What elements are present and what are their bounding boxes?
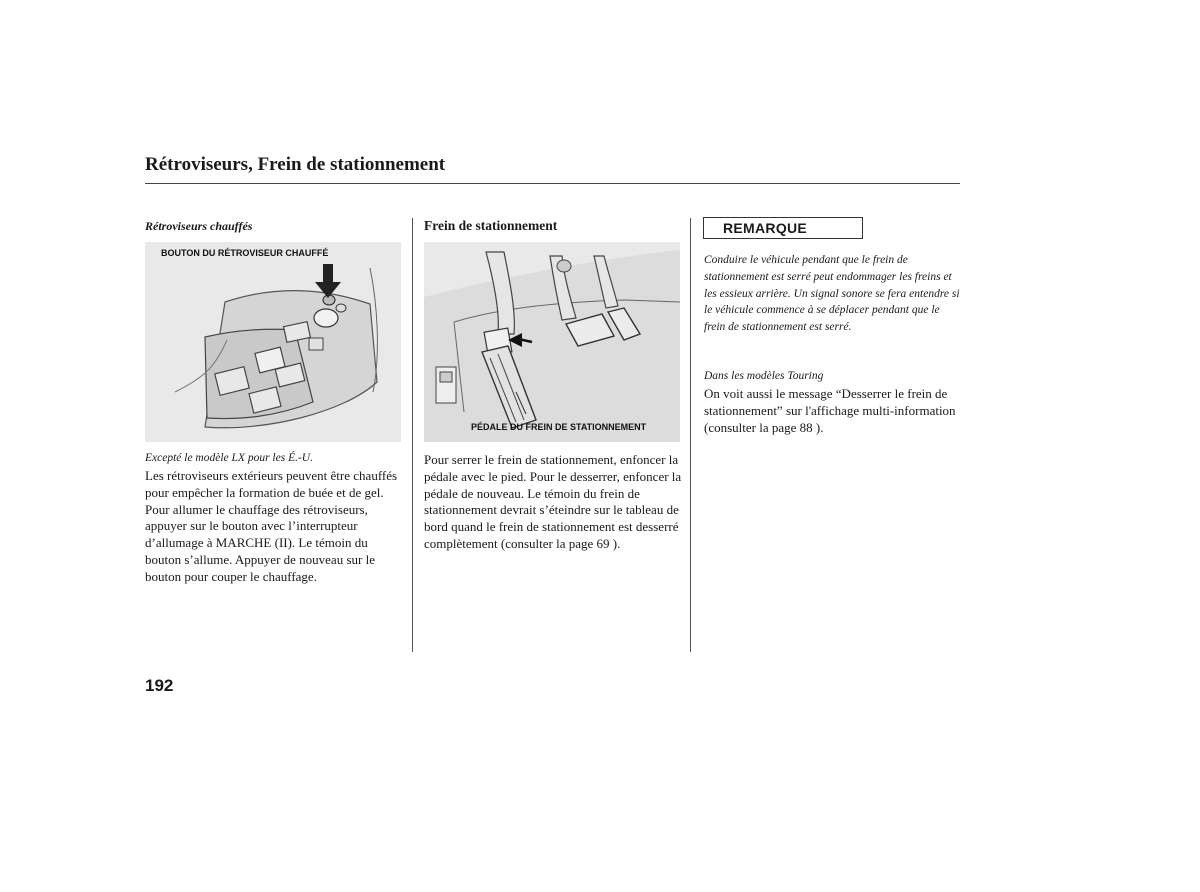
heated-mirrors-body: Les rétroviseurs extérieurs peuvent être chauffés pour empêcher la formation de buée et de gel. Pour allumer le chauffage des rétroviseurs, appuyer sur le bouton avec l’interrupteur d’allumage à MARCHE (II). Le témoin du bouton s’allume. Appuyer de nouveau sur le bouton pour couper le chauffage.: [145, 468, 398, 584]
notice-text: Conduire le véhicule pendant que le frein de stationnement est serré peut endommager les freins et les essieux arrière. Un signal sonore se fera entendre si le véhicule commence à se déplacer pendant que le frein de stationnement est serré.: [704, 254, 960, 334]
heated-mirror-button-callout: BOUTON DU RÉTROVISEUR CHAUFFÉ: [161, 248, 329, 258]
parking-brake-body: Pour serrer le frein de stationnement, enfoncer la pédale avec le pied. Pour le desserrer, enfoncer la pédale de nouveau. Le témoin du frein de stationnement devrait s’éteindre sur le tableau de bord quand le frein de stationnement est desserré complètement (consulter la page 69 ).: [424, 452, 682, 551]
column-divider-2: [690, 218, 691, 652]
model-exception-caption: Excepté le modèle LX pour les É.-U.: [145, 452, 313, 464]
parking-brake-heading: Frein de stationnement: [424, 218, 558, 233]
page-number: 192: [145, 676, 174, 695]
parking-brake-pedal-illustration: [424, 242, 680, 442]
notice-label-box: REMARQUE: [703, 217, 863, 239]
touring-models-body: On voit aussi le message “Desserrer le frein de stationnement” sur l'affichage multi-information (consulter la page 88 ).: [704, 386, 956, 435]
parking-brake-pedal-callout: PÉDALE DU FREIN DE STATIONNEMENT: [471, 422, 647, 432]
column-divider-1: [412, 218, 413, 652]
door-switch-panel-illustration: [145, 242, 401, 442]
page-title: Rétroviseurs, Frein de stationnement: [145, 154, 446, 175]
parking-brake-figure: [424, 242, 680, 442]
heated-mirror-figure: [145, 242, 401, 442]
touring-models-caption: Dans les modèles Touring: [704, 370, 824, 382]
title-rule: [145, 183, 960, 184]
heated-mirrors-heading: Rétroviseurs chauffés: [145, 219, 253, 233]
